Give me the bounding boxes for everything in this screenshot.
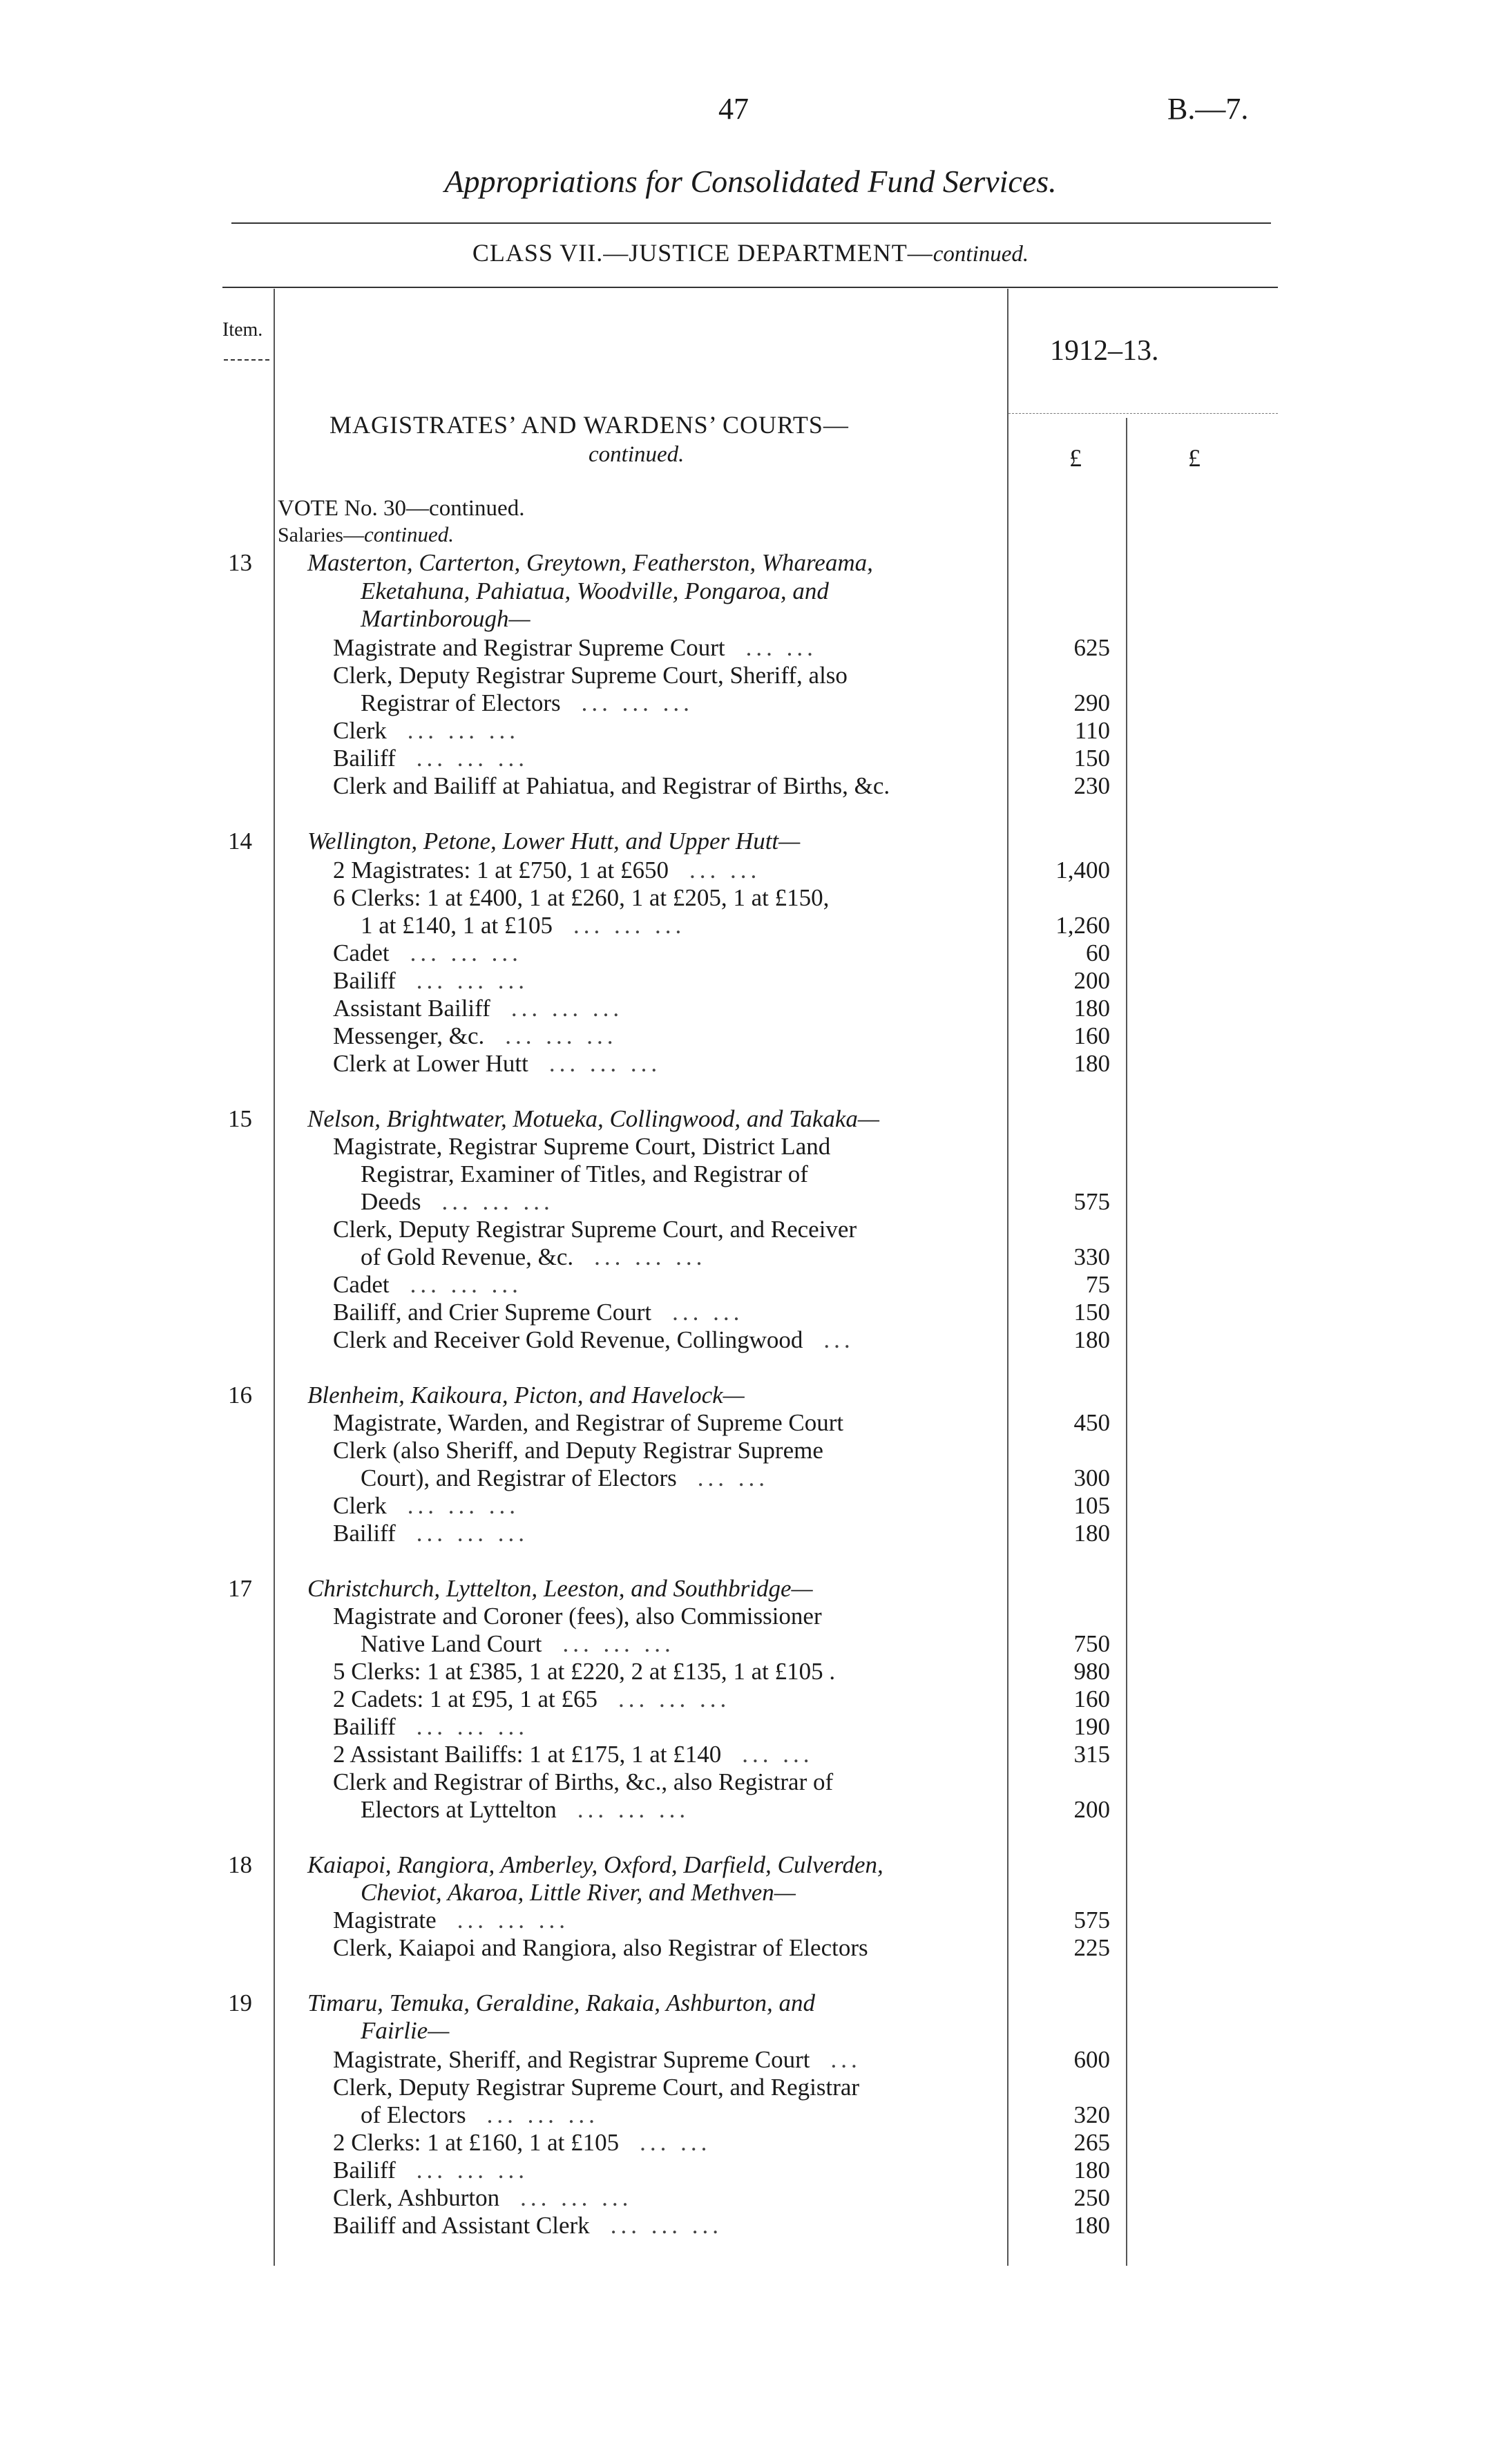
line-item-label: Clerk, Ashburton [333,2184,500,2211]
leader-dots: ... ... ... [410,1271,522,1298]
district-heading [361,577,829,605]
line-item-label: Martinborough— [361,605,530,632]
line-item-label: Clerk, Kaiapoi and Rangiora, also Registrar of Electors [333,1934,868,1961]
line-item-text [361,1161,808,1188]
line-item-text [333,1658,835,1685]
document-reference: B.—7. [1167,92,1249,126]
section-title: MAGISTRATES’ AND WARDENS’ COURTS— [329,411,849,439]
year-rule [1008,413,1278,414]
line-item-label: Blenheim, Kaikoura, Picton, and Havelock— [307,1382,745,1408]
line-item-label: of Electors [361,2101,466,2128]
line-item-label: Clerk, Deputy Registrar Supreme Court, and Registrar [333,2074,860,2101]
line-item-text [333,1907,569,1934]
leader-dots: ... ... ... [505,1022,618,1049]
line-item-label: Messenger, &c. [333,1022,485,1049]
table-row [0,605,1501,633]
line-item-label: Masterton, Carterton, Greytown, Featherston, Whareama, [307,549,873,576]
line-item-label: Assistant Bailiff [333,995,490,1022]
line-item-label: Magistrate and Registrar Supreme Court [333,634,725,661]
line-item-text [333,884,829,912]
salaries-suffix: continued. [363,522,454,546]
district-heading [307,828,800,855]
line-item-text [333,662,848,689]
line-item-text [333,1050,661,1078]
line-item-text [333,2074,859,2101]
leader-dots: ... ... ... [510,995,624,1022]
line-item-text [333,995,623,1022]
district-heading [307,1105,879,1133]
line-item-label: Clerk (also Sheriff, and Deputy Registrar Supreme [333,1437,823,1464]
line-item-text [333,2212,723,2239]
amount: 1,400 [1055,857,1110,884]
leader-dots: ... ... ... [416,1713,528,1740]
amount: 320 [1073,2101,1110,2128]
table-top-rule [222,287,1278,288]
amount: 330 [1073,1243,1110,1270]
amount: 230 [1073,772,1110,799]
amount: 300 [1073,1464,1110,1491]
leader-dots: ... ... ... [410,939,522,966]
line-item-label: Registrar, Examiner of Titles, and Registrar of [361,1161,808,1187]
currency-left-header: £ [1069,444,1082,472]
table-row [0,717,1501,745]
line-item-label: Bailiff [333,1520,396,1547]
amount: 160 [1073,1685,1110,1712]
line-item-label: 6 Clerks: 1 at £400, 1 at £260, 1 at £205, 1 at £150, [333,884,830,911]
amount: 180 [1073,1050,1110,1077]
line-item-label: 2 Magistrates: 1 at £750, 1 at £650 [333,857,669,884]
table-row [0,577,1501,605]
district-heading [361,1879,796,1907]
line-item-text [333,772,890,800]
line-item-text [361,2101,599,2129]
leader-dots: ... ... ... [416,745,528,772]
line-item-text [333,717,519,745]
salaries-label: Salaries— [278,524,364,546]
line-item-label: Clerk [333,1492,387,1519]
leader-dots: ... ... ... [577,1796,690,1823]
line-item-text [333,634,817,662]
line-item-text [333,2046,861,2074]
section-continued: continued. [589,442,685,467]
leader-dots: ... ... ... [562,1630,675,1657]
line-item-label: 5 Clerks: 1 at £385, 1 at £220, 2 at £135, 1 at £105 . [333,1658,836,1685]
table-row [0,1492,1501,1520]
line-item-label: of Gold Revenue, &c. [361,1243,574,1270]
line-item-label: Nelson, Brightwater, Motueka, Collingwood, and Takaka— [307,1105,880,1132]
table-row [0,1105,1501,1133]
table-row [0,1216,1501,1243]
line-item-text [333,2129,711,2157]
line-item-label: Christchurch, Lyttelton, Leeston, and Southbridge— [307,1575,813,1602]
class-heading-main: CLASS VII.—JUSTICE DEPARTMENT— [472,239,933,267]
title-rule [231,222,1271,224]
line-item-label: Court), and Registrar of Electors [361,1464,677,1491]
line-item-text [333,1022,617,1050]
district-heading [307,1851,883,1879]
line-item-text [333,1271,522,1299]
line-item-label: Magistrate, Registrar Supreme Court, District Land [333,1133,831,1160]
table-row [0,1934,1501,1962]
line-item-label: 2 Assistant Bailiffs: 1 at £175, 1 at £140 [333,1741,722,1768]
leader-dots: ... ... ... [416,1520,528,1547]
leader-dots: ... ... [640,2129,711,2156]
amount: 180 [1073,2157,1110,2184]
table-row [0,1713,1501,1741]
district-heading [361,605,530,633]
table-row [0,1188,1501,1216]
line-item-label: 2 Clerks: 1 at £160, 1 at £105 [333,2129,620,2156]
amount: 180 [1073,995,1110,1022]
line-item-label: Magistrate, Warden, and Registrar of Supreme Court [333,1409,844,1436]
line-item-label: Bailiff, and Crier Supreme Court [333,1299,652,1326]
line-item-text [333,1603,822,1630]
leader-dots: ... ... ... [441,1188,554,1215]
leader-dots: ... ... ... [548,1050,662,1077]
amount: 315 [1073,1741,1110,1768]
amount: 225 [1073,1934,1110,1961]
table-row [0,1271,1501,1299]
table-row [0,1050,1501,1078]
table-row [0,1685,1501,1713]
table-row [0,857,1501,884]
line-item-text [333,939,522,967]
line-item-label: Bailiff [333,2157,396,2184]
line-item-label: Cadet [333,1271,390,1298]
leader-dots: ... ... ... [618,1685,731,1712]
leader-dots: ... ... [745,634,817,661]
district-heading [307,1382,745,1409]
table-row [0,995,1501,1022]
page-title: Appropriations for Consolidated Fund Services. [444,164,1057,199]
leader-dots: ... ... ... [416,967,528,994]
line-item-label: 1 at £140, 1 at £105 [361,912,553,939]
line-item-text [333,1216,857,1243]
district-heading [361,2017,449,2045]
table-row [0,1243,1501,1271]
amount: 265 [1073,2129,1110,2156]
amount: 250 [1073,2184,1110,2211]
line-item-label: Timaru, Temuka, Geraldine, Rakaia, Ashburton, and [307,1989,816,2016]
table-row [0,2212,1501,2239]
line-item-text [333,1685,730,1713]
amount: 60 [1086,939,1110,966]
line-item-text [333,1520,528,1547]
table-row [0,2017,1501,2045]
line-item-text [333,967,528,995]
line-item-text [333,1133,830,1161]
table-row [0,1851,1501,1879]
table-row [0,884,1501,912]
amount: 200 [1073,967,1110,994]
leader-dots: ... ... ... [407,717,520,744]
line-item-label: Kaiapoi, Rangiora, Amberley, Oxford, Darfield, Culverden, [307,1851,883,1878]
district-heading [307,1575,813,1603]
line-item-label: Clerk at Lower Hutt [333,1050,528,1077]
amount: 450 [1073,1409,1110,1436]
table-row [0,2129,1501,2157]
line-item-text [361,1464,769,1492]
line-item-text [333,1934,868,1962]
table-row [0,1299,1501,1326]
line-item-text [333,745,528,772]
line-item-text [333,1768,833,1796]
leader-dots: ... ... ... [573,912,686,939]
table-row [0,1326,1501,1354]
table-row [0,1603,1501,1630]
salaries-heading [278,522,454,547]
table-row [0,828,1501,855]
line-item-label: Clerk [333,717,387,744]
class-heading-suffix: continued. [933,242,1029,267]
leader-dots: ... ... ... [520,2184,633,2211]
line-item-label: Bailiff [333,967,396,994]
leader-dots: ... ... ... [610,2212,723,2239]
amount: 190 [1073,1713,1110,1740]
line-item-label: Clerk and Bailiff at Pahiatua, and Registrar of Births, &c. [333,772,890,799]
table-row [0,2046,1501,2074]
leader-dots: ... ... [697,1464,769,1491]
table-row [0,2074,1501,2101]
table-row [0,1161,1501,1188]
line-item-label: Electors at Lyttelton [361,1796,557,1823]
amount: 750 [1073,1630,1110,1657]
item-number: 15 [228,1105,252,1132]
line-item-label: Magistrate and Coroner (fees), also Commissioner [333,1603,822,1630]
table-row [0,1796,1501,1824]
amount: 180 [1073,1520,1110,1547]
leader-dots: ... [830,2046,861,2073]
table-row [0,1658,1501,1685]
line-item-text [333,1741,814,1768]
class-heading [0,238,1501,267]
table-row [0,1741,1501,1768]
amount: 290 [1073,689,1110,716]
table-row [0,1768,1501,1796]
amount: 625 [1073,634,1110,661]
table-row [0,1575,1501,1603]
amount: 110 [1074,717,1110,744]
item-number: 17 [228,1575,252,1602]
table-row [0,745,1501,772]
table-row [0,1989,1501,2017]
leader-dots: ... ... [742,1741,814,1768]
line-item-label: Clerk, Deputy Registrar Supreme Court, and Receiver [333,1216,857,1243]
line-item-text [333,1437,823,1464]
line-item-text [333,1492,519,1520]
amount: 150 [1073,1299,1110,1326]
line-item-text [361,1796,689,1824]
currency-right-header: £ [1188,444,1201,472]
amount: 600 [1073,2046,1110,2073]
year-header: 1912–13. [1050,335,1159,367]
amount: 180 [1073,2212,1110,2239]
table-row [0,689,1501,717]
amount: 160 [1073,1022,1110,1049]
line-item-label: Bailiff [333,745,396,772]
line-item-label: Native Land Court [361,1630,542,1657]
table-row [0,772,1501,800]
amount: 150 [1073,745,1110,772]
line-item-label: Cadet [333,939,390,966]
item-number: 19 [228,1989,252,2016]
table-row [0,662,1501,689]
table-row [0,1382,1501,1409]
table-row [0,2101,1501,2129]
table-row [0,1879,1501,1907]
leader-dots: ... ... ... [407,1492,520,1519]
table-row [0,1520,1501,1547]
line-item-label: Fairlie— [361,2017,450,2044]
leader-dots: ... ... ... [486,2101,599,2128]
leader-dots: ... ... [689,857,761,884]
line-item-label: Clerk and Receiver Gold Revenue, Collingwood [333,1326,803,1353]
item-number: 16 [228,1382,252,1408]
table-row [0,1409,1501,1437]
line-item-text [333,2184,632,2212]
line-item-text [333,2157,528,2184]
line-item-label: Wellington, Petone, Lower Hutt, and Upper Hutt— [307,828,801,854]
table-row [0,1630,1501,1658]
leader-dots: ... ... ... [416,2157,528,2184]
line-item-label: Bailiff and Assistant Clerk [333,2212,590,2239]
line-item-label: Clerk, Deputy Registrar Supreme Court, Sheriff, also [333,662,848,689]
amount: 1,260 [1055,912,1110,939]
leader-dots: ... ... [672,1299,744,1326]
amount: 575 [1073,1907,1110,1933]
line-item-label: Bailiff [333,1713,396,1740]
table-row [0,1133,1501,1161]
table-row [0,1437,1501,1464]
table-row [0,1022,1501,1050]
item-header-rule [224,359,269,361]
table-row [0,912,1501,939]
line-item-label: Eketahuna, Pahiatua, Woodville, Pongaroa, and [361,577,829,604]
amount: 105 [1073,1492,1110,1519]
table-row [0,634,1501,662]
line-item-text [361,912,685,939]
vote-heading: VOTE No. 30—continued. [278,496,525,521]
table-row [0,1907,1501,1934]
line-item-text [361,1188,554,1216]
amount: 180 [1073,1326,1110,1353]
line-item-text [361,1243,706,1271]
item-column-header: Item. [222,319,263,341]
line-item-label: Cheviot, Akaroa, Little River, and Methven— [361,1879,796,1906]
amount: 980 [1073,1658,1110,1685]
table-row [0,967,1501,995]
line-item-text [333,1299,743,1326]
line-item-label: 2 Cadets: 1 at £95, 1 at £65 [333,1685,598,1712]
table-row [0,2184,1501,2212]
line-item-text [333,1326,854,1354]
line-item-label: Magistrate [333,1907,437,1933]
line-item-label: Deeds [361,1188,421,1215]
district-heading [307,549,873,577]
item-number: 13 [228,549,252,576]
table-row [0,2157,1501,2184]
table-row [0,1464,1501,1492]
line-item-label: Clerk and Registrar of Births, &c., also Registrar of [333,1768,834,1795]
line-item-text [361,689,694,717]
page-number: 47 [718,92,749,126]
line-item-text [333,1713,528,1741]
table-row [0,939,1501,967]
item-number: 14 [228,828,252,854]
leader-dots: ... ... ... [581,689,694,716]
line-item-text [361,1630,675,1658]
leader-dots: ... [823,1326,854,1353]
amount: 200 [1073,1796,1110,1823]
line-item-label: Magistrate, Sheriff, and Registrar Supreme Court [333,2046,810,2073]
leader-dots: ... ... ... [457,1907,569,1933]
line-item-text [333,1409,843,1437]
line-item-text [333,857,761,884]
district-heading [307,1989,815,2017]
amount: 75 [1086,1271,1110,1298]
table-row [0,549,1501,577]
amount: 575 [1073,1188,1110,1215]
item-number: 18 [228,1851,252,1878]
line-item-label: Registrar of Electors [361,689,561,716]
leader-dots: ... ... ... [594,1243,707,1270]
